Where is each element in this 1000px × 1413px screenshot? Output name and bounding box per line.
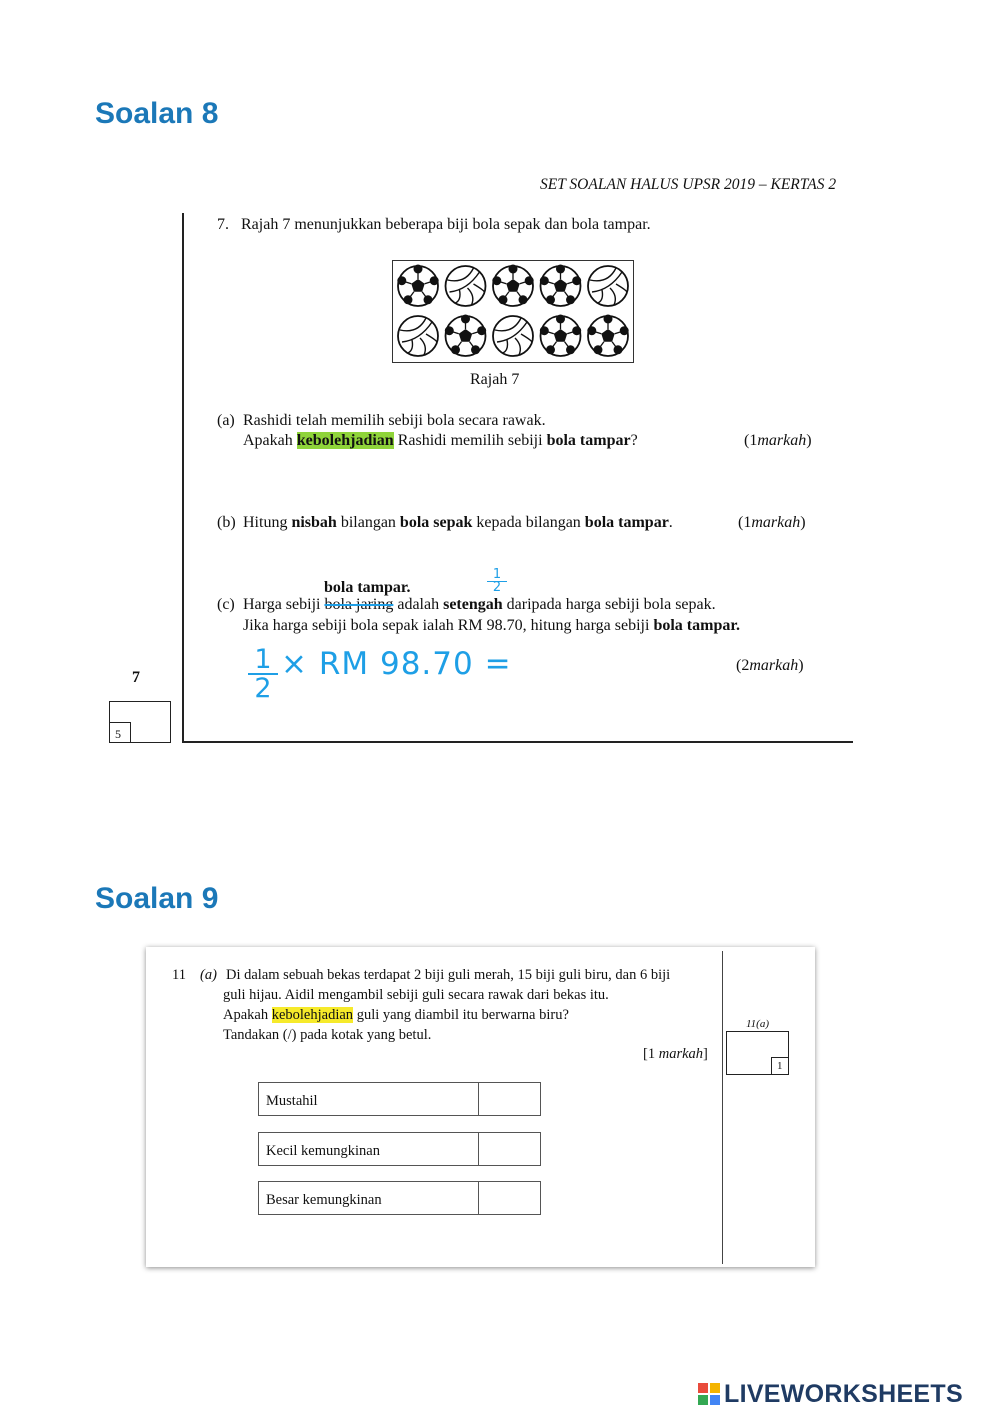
- paper-header: SET SOALAN HALUS UPSR 2019 – KERTAS 2: [540, 176, 837, 193]
- option-checkbox[interactable]: [478, 1182, 541, 1214]
- q11-part: (a): [200, 967, 217, 983]
- part-a-line2: Apakah kebolehjadian Rashidi memilih sebiji bola tampar?: [243, 432, 638, 449]
- q11-marks: [1 markah]: [643, 1046, 708, 1062]
- soccer-ball-icon: [540, 315, 581, 357]
- side-score-inner: 1: [771, 1057, 789, 1075]
- part-b-text: Hitung nisbah bilangan bola sepak kepada bilangan bola tampar.: [243, 514, 673, 531]
- part-b-marks: (1markah): [738, 514, 806, 531]
- option-label: Mustahil: [266, 1093, 318, 1109]
- q11-line4: Tandakan (/) pada kotak yang betul.: [223, 1027, 432, 1043]
- option-label: Besar kemungkinan: [266, 1192, 382, 1208]
- logo-text: LIVEWORKSHEETS: [724, 1380, 963, 1408]
- part-c-marker: (c): [217, 596, 235, 613]
- volleyball-icon: [446, 266, 486, 306]
- soccer-ball-icon: [397, 265, 438, 307]
- volleyball-icon: [398, 316, 438, 356]
- balls-grid: [393, 261, 633, 362]
- score-box-inner: 5: [109, 722, 131, 743]
- struck-text: bola jaring: [324, 596, 394, 613]
- part-b-marker: (b): [217, 514, 236, 531]
- part-a-line1: Rashidi telah memilih sebiji bola secara rawak.: [243, 412, 546, 429]
- soalan8-heading: Soalan 8: [95, 97, 219, 130]
- side-label: 11(a): [746, 1018, 770, 1030]
- part-c-line1: Harga sebiji bola jaring adalah setengah daripada harga sebiji bola sepak.: [243, 596, 716, 613]
- soalan9-heading: Soalan 9: [95, 882, 219, 915]
- q11-line1: Di dalam sebuah bekas terdapat 2 biji guli merah, 15 biji guli biru, dan 6 biji: [226, 967, 671, 983]
- rajah-7-figure: [392, 260, 634, 363]
- hand-half-large: 1 2: [248, 646, 278, 702]
- bottom-rule: [182, 741, 853, 743]
- option-checkbox[interactable]: [478, 1083, 541, 1115]
- part-c-marks: (2markah): [736, 657, 804, 674]
- q11-number: 11: [172, 967, 186, 983]
- hand-half-small: 1 2: [487, 569, 507, 594]
- card-divider: [722, 951, 723, 1264]
- volleyball-icon: [588, 266, 628, 306]
- option-row-mustahil: [258, 1082, 541, 1116]
- highlight-kebolehjadian: kebolehjadian: [296, 432, 394, 449]
- question-7-intro: 7. Rajah 7 menunjukkan beberapa biji bola sepak dan bola tampar.: [217, 216, 651, 233]
- figure-caption: Rajah 7: [470, 371, 520, 388]
- option-row-besar: [258, 1181, 541, 1215]
- part-c-insert: bola tampar.: [324, 579, 411, 596]
- option-checkbox[interactable]: [478, 1133, 541, 1165]
- option-row-kecil: [258, 1132, 541, 1166]
- page-number: 7: [132, 669, 140, 686]
- soccer-ball-icon: [540, 265, 581, 307]
- q11-line2: guli hijau. Aidil mengambil sebiji guli secara rawak dari bekas itu.: [223, 987, 609, 1003]
- option-label: Kecil kemungkinan: [266, 1143, 380, 1159]
- part-c-line2: Jika harga sebiji bola sepak ialah RM 98.70, hitung harga sebiji bola tampar.: [243, 617, 740, 634]
- soccer-ball-icon: [445, 315, 486, 357]
- soccer-ball-icon: [492, 265, 533, 307]
- q11-line3: Apakah kebolehjadian guli yang diambil itu berwarna biru?: [223, 1007, 569, 1023]
- side-score-box: [726, 1031, 789, 1075]
- logo-icon: [698, 1383, 720, 1405]
- volleyball-icon: [493, 316, 533, 356]
- hand-answer-expression: × RM 98.70 =: [281, 646, 512, 682]
- part-a-marks: (1markah): [744, 432, 812, 449]
- score-box: [109, 701, 171, 743]
- part-a-marker: (a): [217, 412, 235, 429]
- highlight-kebolehjadian-2: kebolehjadian: [271, 1007, 354, 1023]
- margin-line: [182, 213, 184, 743]
- soccer-ball-icon: [587, 315, 628, 357]
